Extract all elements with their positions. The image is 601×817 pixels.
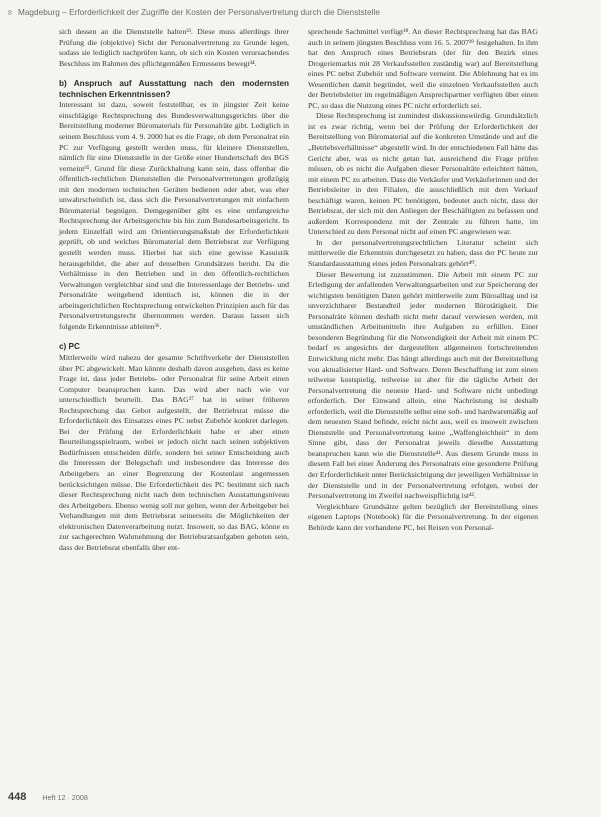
paragraph: Dieser Bewertung ist zuzustimmen. Die Arbeit mit einem PC zur Erledigung der anfallenden Verwaltungsarbeiten und zur Speicherung der wichtigsten benötigten Daten gehört mittlerweile zum Büroalltag und ist unverzichtbarer Bestandteil jeder modernen Bürotätigkeit. Die Personalräte können deshalb nicht mehr darauf verwiesen werden, mit umständlichen Arbeitsmitteln ihre Aufgaben zu erfüllen. Einer besonderen Begründung für die Notwendigkeit der Arbeit mit einem PC bedarf es angesichts der dargestellten allgemeinen fortschreitenden Entwicklung nicht mehr. Das hängt allerdings auch mit der Bereitstellung von aktualisierter Hard- und Software. Deren Beschaffung ist zum einen teilweise kostspielig, teilweise ist aber für die tägliche Arbeit der Personalvertretung die neueste Hard- und Software nicht unbedingt erforderlich. Der Einwand allein, eine Nachrüstung ist deshalb erforderlich, weil die Dienststelle selbst eine soft- und hardwaremäßig auf dem neuesten Stand befinde, reicht nicht aus, weil es insoweit zwischen Dienststelle und Personalvertretung keine „Waffengleichheit“ in dem Sinne gibt, dass der Personalrat jeweils dieselbe Ausstattung beanspruchen kann wie die Dienststelle⁴¹. Aus diesem Grunde muss in diesem Fall bei einer Änderung des Personalrats eine gesonderte Prüfung der Erforderlichkeit unter Berücksichtigung der jeweiligen Verhältnisse in der Dienststelle und in der Personalvertretung erfolgen, wobei der Personalvertretung im Zweifel nachweispflichtig ist⁴². [308,269,538,501]
paragraph: sich dessen an die Dienststelle halten³³. Diese muss allerdings ihrer Prüfung die (objektive) Sicht der Personalvertretung zu Grunde legen, sodass sie lediglich nachprüfen kann, ob sich ein Kosten verursachendes Beschluss im Rahmen des pflichtgemäßen Ermessens bewegt³⁴. [59,27,289,68]
paragraph: sprechende Sachmittel verfügt³⁸. An dieser Rechtsprechung hat das BAG auch in seinem jüngsten Beschluss vom 16. 5. 2007³⁹ festgehalten. In ihm hat den Anspruch eines Betriebsrats (der für den Bezirk eines Drogeriemarkts mit 28 Verkaufsstellen zuständig war) auf Bereitstellung eines PC nebst Zubehör und Software verneint. Die Ablehnung hat es im Wesentlichen damit begründet, weil die einzelnen Verkaufsstellen auch der Betriebsleiter im regelmäßigen Ansprechpartner verfügten über einen PC, so dass die Nutzung eines PC nicht erforderlich sei. [308,27,538,110]
section-gap [59,332,289,342]
section-heading-b: b) Anspruch auf Ausstattung nach den modernsten technischen Erkenntnissen? [59,79,289,99]
paragraph: Diese Rechtsprechung ist zumindest diskussionswürdig. Grundsätzlich ist es zwar richtig, wenn bei der Prüfung der Erforderlichkeit der Bereitstellung von Büromaterial auf die konkreten Umstände und auf die „Betriebsverhältnisse“ abgestellt wird. In der entschiedenen Fall hätte das Gericht aber, was es nicht getan hat, ausreichend die Frage prüfen müssen, ob es nicht die Aufgaben dieser Personalräte erleichtert hätten, mit einem PC zu arbeiten. Dass die Verkäufer und Verkäuferinnen und der Betriebsleiter in den Filialen, die ausschließlich mit dem Verkauf beschäftigt waren, keinen PC benötigten, bedeutet auch nicht, dass der Betriebsrat, der sich mit den Anliegen der Beschäftigten zu befassen und außerdem Korrespondenz mit der Zentrale zu führen hatte, im Unterschied zu dem Personal nicht auf einen PC angewiesen war. [308,111,538,237]
page-footer [8,791,88,803]
paragraph: Vergleichbare Grundsätze gelten bezüglich der Bereitstellung eines eigenen Laptops (Notebook) für die Personalvertretung. In der eigenen Behörde kann der vorhandene PC, bei Reisen von Personal- [308,501,538,532]
header-title: Magdeburg – Erforderlichkeit der Zugriffe der Kosten der Personalvertretung durch die Dienststelle [17,8,380,17]
paragraph: Interessant ist dazu, soweit feststellbar, es in jüngster Zeit keine einschlägige Rechtsprechung des Bundesverwaltungsgerichts über die Bereitstellung moderner Büromaterials für Personalräte gibt. Lediglich in seinem Beschluss vom 4. 9. 2000 hat es die Frage, ob dem Personalrat ein PC zur Verfügung gestellt werden muss, für kleinere Dienststellen, nämlich für eine Dienststelle in der Größe einer Hundertschaft des BGS verneint³⁵. Grund für diese Zurückhaltung kann sein, dass offenbar die öffentlich-rechtlichen Dienststellen die Personalvertretungen großzügig mit den modernen technischen Geräten bedienen oder aber, was eher unwahrscheinlich ist, dass sich die Personalvertretungen mit einfachem Büromaterial begnügen. Demgegenüber gibt es eine umfangreiche Rechtsprechung der Arbeitsgerichte bis hin zum Bundesarbeitsgericht. In jedem Einzelfall wird am Orientierungsmaßstab der Erforderlichkeit geprüft, ob und welches Büromaterial dem Betriebsrat zur Verfügung gestellt werden muss. Hierbei hat sich eine gewisse Kasuistik herausgebildet, die aber auf denselben Grundsätzen beruht. Da die Verhältnisse in den Betrieben und in den öffentlich-rechtlichen Verwaltungen vergleichbar sind und die Interessenlage der Betriebs- und Personalräte weitgehend identisch ist, können die in der arbeitsgerichtlichen Rechtsprechung entwickelten Prinzipien auch für das Personalvertretungsrecht übernommen werden. Daraus lassen sich folgende Erkenntnisse ableiten³⁶. [59,100,289,331]
paragraph: In der personalvertretungsrechtlichen Literatur scheint sich mittlerweile die Erkenntnis durchgesetzt zu haben, dass der PC heute zur Standardausstattung eines jeden Personalrats gehört⁴⁰. [308,237,538,269]
running-header [8,8,567,17]
section-gap [59,69,289,79]
right-column [308,27,538,533]
header-folio: 8 [8,10,12,17]
section-heading-c: c) PC [59,342,80,352]
page-number: 448 [8,791,27,803]
issue-label: Heft 12 · 2008 [42,793,88,802]
paragraph: Mittlerweile wird nahezu der gesamte Schriftverkehr der Dienststellen über PC abgewickelt. Man könnte deshalb davon ausgehen, dass es keine Frage ist, dass jeder Betriebs- oder Personalrat für seine Arbeit einen Computer beanspruchen kann. Das wird aber nach wie vor unterschiedlich beurteilt. Das BAG³⁷ hat in seiner früheren Rechtsprechung das Gebot aufgestellt, der Betriebsrat müsse die Erforderlichkeit des Einsatzes eines PC nebst Zubehör konkret darlegen. Bei der Prüfung der Erforderlichkeit habe er aber einen Beurteilungsspielraum, wobei er jedoch nicht nach seinen subjektiven Bedürfnissen entscheiden dürfe, sondern bei seiner Entscheidung auch die Interessen der Belegschaft und insbesondere das Interesse des Arbeitgebers an einer Begrenzung der Kostenlast angemessen berücksichtigen müsse. Die Erforderlichkeit des PC bestimmt sich nach dieser Rechtsprechung nicht nach dem technischen Ausstattungsniveau des Arbeitgebers. Ebenso wenig soll nur gelten, wenn der Arbeitgeber bei Verhandlungen mit dem Betriebsrat seinerseits die Möglichkeiten der elektronischen Datenverarbeitung nutzt. Insoweit, so das BAG, könne es zur sachgerechten Wahrnehmung der Betriebsratsaufgaben geboten sein, dass der Betriebsrat ebenfalls über ent- [59,353,289,552]
left-column [59,27,289,553]
